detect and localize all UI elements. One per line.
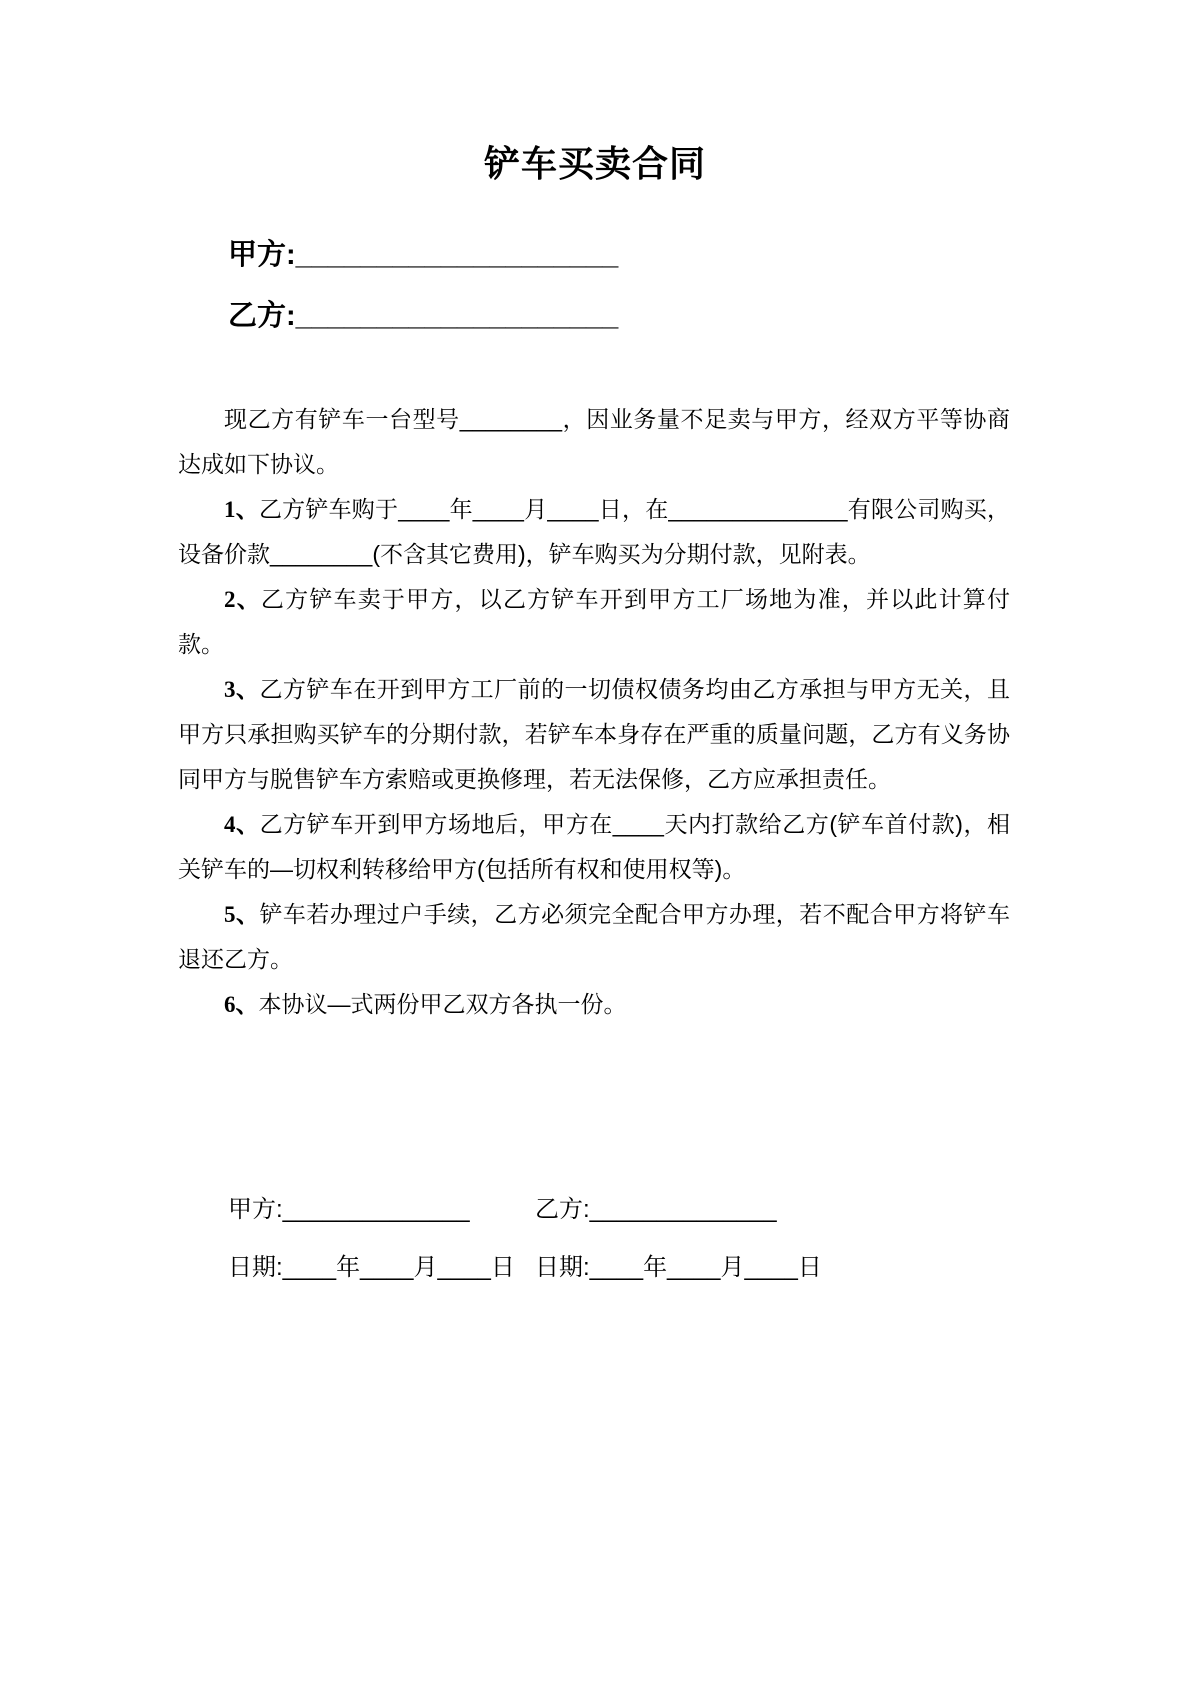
signature-a-blank: ______________ <box>282 1196 470 1223</box>
clause-5-text: 铲车若办理过户手续，乙方必须完全配合甲方办理，若不配合甲方将铲车退还乙方。 <box>178 901 1011 972</box>
party-a-blank: ____________________ <box>295 239 619 271</box>
clause-1-text: 乙方铲车购于____年____月____日，在______________有限公司购买，设备价款________(不含其它费用)，铲车购买为分期付款，见附表。 <box>178 496 1010 567</box>
clause-4 <box>178 802 1010 892</box>
party-a-line <box>228 238 1190 272</box>
clause-3 <box>178 667 1010 802</box>
signature-b-date-blank: ____年____月____日 <box>589 1254 822 1281</box>
party-a-label: 甲方: <box>228 239 296 271</box>
signature-a-date-label: 日期: <box>228 1254 283 1281</box>
party-b-blank: ____________________ <box>295 300 619 332</box>
clause-3-number: 3、 <box>224 677 260 702</box>
intro-text: 现乙方有铲车一台型号________，因业务量不足卖与甲方，经双方平等协商达成如下协议。 <box>178 406 1010 477</box>
party-header-block <box>228 238 1190 333</box>
clause-6 <box>178 982 1010 1027</box>
signature-party-a <box>228 1195 535 1311</box>
signature-b-name-row <box>535 1195 822 1225</box>
signature-a-label: 甲方: <box>228 1196 283 1223</box>
clause-6-text: 本协议—式两份甲乙双方各执一份。 <box>258 991 627 1017</box>
clause-4-number: 4、 <box>224 812 260 837</box>
signature-b-label: 乙方: <box>535 1196 590 1223</box>
clause-2 <box>178 577 1010 667</box>
signature-a-date-blank: ____年____月____日 <box>282 1254 515 1281</box>
intro-paragraph <box>178 397 1010 487</box>
signature-a-name-row <box>228 1195 535 1225</box>
signature-b-blank: ______________ <box>589 1196 777 1223</box>
signature-b-date-row <box>535 1253 822 1283</box>
clause-5-number: 5、 <box>224 902 260 927</box>
clause-5 <box>178 892 1010 982</box>
clause-4-text: 乙方铲车开到甲方场地后，甲方在____天内打款给乙方(铲车首付款)，相关铲车的—切权利转移给甲方(包括所有权和使用权等)。 <box>178 811 1011 882</box>
contract-body <box>178 397 1010 1027</box>
clause-2-number: 2、 <box>224 587 261 612</box>
clause-6-number: 6、 <box>224 992 259 1017</box>
signature-a-date-row <box>228 1253 535 1283</box>
clause-1-number: 1、 <box>224 497 259 522</box>
clause-1 <box>178 487 1010 577</box>
clause-2-text: 乙方铲车卖于甲方，以乙方铲车开到甲方工厂场地为准，并以此计算付款。 <box>178 586 1010 657</box>
signature-party-b <box>535 1195 822 1311</box>
document-title: 铲车买卖合同 <box>483 143 706 184</box>
signature-b-date-label: 日期: <box>535 1254 590 1281</box>
party-b-label: 乙方: <box>228 300 296 332</box>
clause-3-text: 乙方铲车在开到甲方工厂前的一切债权债务均由乙方承担与甲方无关，且甲方只承担购买铲车的分期付款，若铲车本身存在严重的质量问题，乙方有义务协同甲方与脱售铲车方索赔或更换修理，若无法保修，乙方应承担责任。 <box>178 676 1011 792</box>
party-b-line <box>228 299 1190 333</box>
signature-block <box>228 1195 1190 1311</box>
